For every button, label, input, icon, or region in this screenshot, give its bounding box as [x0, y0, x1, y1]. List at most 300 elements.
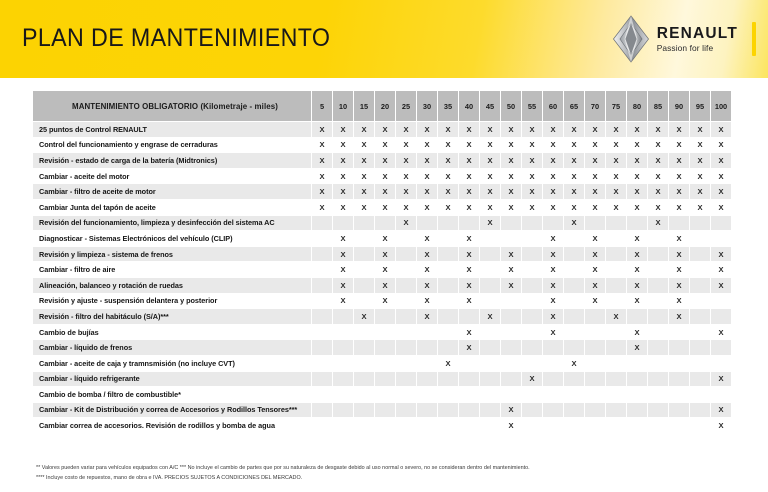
- service-mark-cell: [459, 356, 479, 371]
- service-mark-cell: [522, 231, 542, 246]
- service-mark-cell: X: [501, 200, 521, 215]
- service-mark-cell: X: [354, 138, 374, 153]
- service-mark-cell: X: [690, 122, 710, 137]
- service-mark-cell: [669, 372, 689, 387]
- column-header-km-60: 60: [543, 91, 563, 121]
- service-mark-cell: [669, 216, 689, 231]
- service-mark-cell: X: [522, 138, 542, 153]
- table-body: [33, 122, 744, 433]
- column-header-km-50: 50: [501, 91, 521, 121]
- service-mark-cell: X: [501, 138, 521, 153]
- footnotes: [36, 464, 719, 484]
- row-spacer: [732, 216, 744, 231]
- service-mark-cell: X: [375, 138, 395, 153]
- row-spacer: [732, 262, 744, 277]
- service-mark-cell: [438, 387, 458, 402]
- service-mark-cell: X: [585, 200, 605, 215]
- service-mark-cell: X: [543, 262, 563, 277]
- service-mark-cell: X: [480, 169, 500, 184]
- service-mark-cell: X: [627, 231, 647, 246]
- table-row: [33, 403, 744, 418]
- table-row: [33, 153, 744, 168]
- service-mark-cell: X: [606, 169, 626, 184]
- service-mark-cell: [522, 340, 542, 355]
- service-mark-cell: [417, 387, 437, 402]
- service-mark-cell: X: [669, 184, 689, 199]
- service-mark-cell: [333, 403, 353, 418]
- service-label: Revisión - filtro del habitáculo (S/A)***: [33, 309, 311, 324]
- service-mark-cell: X: [522, 200, 542, 215]
- service-mark-cell: [564, 325, 584, 340]
- service-mark-cell: [417, 325, 437, 340]
- service-mark-cell: [543, 387, 563, 402]
- table-header: [33, 91, 744, 121]
- service-mark-cell: X: [417, 122, 437, 137]
- service-mark-cell: [438, 418, 458, 433]
- service-mark-cell: [459, 372, 479, 387]
- maintenance-table-container: [0, 78, 768, 434]
- column-header-km-55: 55: [522, 91, 542, 121]
- row-spacer: [732, 200, 744, 215]
- table-row: [33, 184, 744, 199]
- service-mark-cell: [564, 294, 584, 309]
- service-mark-cell: [354, 262, 374, 277]
- service-mark-cell: X: [480, 184, 500, 199]
- brand-tagline: Passion for life: [656, 43, 714, 54]
- service-mark-cell: [543, 372, 563, 387]
- service-mark-cell: [690, 418, 710, 433]
- service-mark-cell: X: [333, 278, 353, 293]
- service-mark-cell: X: [648, 122, 668, 137]
- service-mark-cell: X: [312, 184, 332, 199]
- service-mark-cell: [501, 216, 521, 231]
- service-mark-cell: X: [375, 247, 395, 262]
- service-mark-cell: [438, 231, 458, 246]
- service-mark-cell: X: [375, 169, 395, 184]
- service-mark-cell: X: [585, 294, 605, 309]
- table-row: [33, 278, 744, 293]
- service-mark-cell: [564, 403, 584, 418]
- column-header-km-80: 80: [627, 91, 647, 121]
- service-mark-cell: [564, 247, 584, 262]
- service-mark-cell: [648, 231, 668, 246]
- service-mark-cell: X: [354, 309, 374, 324]
- service-mark-cell: [648, 387, 668, 402]
- service-mark-cell: X: [417, 138, 437, 153]
- service-mark-cell: [459, 418, 479, 433]
- service-mark-cell: [354, 418, 374, 433]
- service-mark-cell: [711, 216, 731, 231]
- service-mark-cell: [459, 216, 479, 231]
- service-mark-cell: X: [312, 138, 332, 153]
- service-mark-cell: [312, 356, 332, 371]
- service-mark-cell: [585, 309, 605, 324]
- service-mark-cell: X: [564, 122, 584, 137]
- service-mark-cell: X: [438, 153, 458, 168]
- service-mark-cell: [585, 340, 605, 355]
- service-mark-cell: [669, 387, 689, 402]
- service-mark-cell: X: [333, 231, 353, 246]
- service-label: Alineación, balanceo y rotación de ruedas: [33, 278, 311, 293]
- service-mark-cell: [648, 247, 668, 262]
- service-mark-cell: [438, 247, 458, 262]
- table-header-row: [33, 91, 744, 121]
- service-mark-cell: [501, 340, 521, 355]
- service-mark-cell: X: [627, 325, 647, 340]
- service-mark-cell: [396, 372, 416, 387]
- service-mark-cell: [522, 278, 542, 293]
- service-mark-cell: X: [396, 184, 416, 199]
- service-mark-cell: [690, 262, 710, 277]
- service-mark-cell: X: [396, 138, 416, 153]
- service-mark-cell: [417, 418, 437, 433]
- service-mark-cell: [480, 340, 500, 355]
- service-mark-cell: [690, 294, 710, 309]
- service-mark-cell: [690, 309, 710, 324]
- service-mark-cell: [312, 247, 332, 262]
- service-mark-cell: [690, 216, 710, 231]
- service-mark-cell: X: [459, 200, 479, 215]
- service-mark-cell: X: [669, 200, 689, 215]
- service-label: Cambiar - líquido refrigerante: [33, 372, 311, 387]
- service-mark-cell: [459, 387, 479, 402]
- service-mark-cell: X: [690, 200, 710, 215]
- service-mark-cell: [333, 340, 353, 355]
- table-row: [33, 138, 744, 153]
- service-mark-cell: [438, 294, 458, 309]
- column-header-km-85: 85: [648, 91, 668, 121]
- service-mark-cell: X: [396, 153, 416, 168]
- service-mark-cell: X: [648, 138, 668, 153]
- service-mark-cell: X: [417, 278, 437, 293]
- footnote-line-1: ** Valores pueden variar para vehículos equipados con A/C *** No incluye el cambio de partes que por su naturaleza de desgaste debido al uso normal o severo, no se consideran dentro del mantenimiento.: [36, 465, 530, 472]
- service-mark-cell: X: [606, 138, 626, 153]
- service-mark-cell: [690, 356, 710, 371]
- service-mark-cell: X: [459, 247, 479, 262]
- service-mark-cell: [375, 418, 395, 433]
- service-mark-cell: [564, 278, 584, 293]
- row-spacer: [732, 309, 744, 324]
- service-mark-cell: [648, 340, 668, 355]
- service-mark-cell: [354, 325, 374, 340]
- service-mark-cell: X: [459, 169, 479, 184]
- service-mark-cell: X: [396, 200, 416, 215]
- table-row: [33, 356, 744, 371]
- table-row: [33, 122, 744, 137]
- row-spacer: [732, 356, 744, 371]
- service-mark-cell: [627, 309, 647, 324]
- service-mark-cell: X: [522, 184, 542, 199]
- service-mark-cell: X: [354, 169, 374, 184]
- column-header-km-90: 90: [669, 91, 689, 121]
- service-mark-cell: [312, 340, 332, 355]
- service-mark-cell: [648, 262, 668, 277]
- service-mark-cell: X: [627, 278, 647, 293]
- service-mark-cell: [711, 340, 731, 355]
- service-mark-cell: X: [648, 184, 668, 199]
- service-mark-cell: X: [711, 122, 731, 137]
- service-mark-cell: X: [333, 294, 353, 309]
- service-mark-cell: [312, 325, 332, 340]
- service-mark-cell: [690, 278, 710, 293]
- row-spacer: [732, 231, 744, 246]
- service-mark-cell: [438, 325, 458, 340]
- service-label: Cambiar - aceite de caja y tramnsmisión (no incluye CVT): [33, 356, 311, 371]
- maintenance-table: [32, 90, 745, 434]
- service-mark-cell: X: [417, 262, 437, 277]
- column-header-km-5: 5: [312, 91, 332, 121]
- service-mark-cell: X: [543, 200, 563, 215]
- service-mark-cell: [606, 418, 626, 433]
- service-mark-cell: X: [375, 122, 395, 137]
- service-mark-cell: X: [711, 403, 731, 418]
- service-mark-cell: [690, 387, 710, 402]
- service-mark-cell: [606, 262, 626, 277]
- column-header-km-10: 10: [333, 91, 353, 121]
- service-mark-cell: [480, 403, 500, 418]
- service-mark-cell: [375, 325, 395, 340]
- column-header-km-40: 40: [459, 91, 479, 121]
- service-mark-cell: [669, 418, 689, 433]
- service-mark-cell: X: [543, 325, 563, 340]
- service-label: Cambiar - aceite del motor: [33, 169, 311, 184]
- service-mark-cell: X: [585, 153, 605, 168]
- service-label: Cambiar - Kit de Distribución y correa de Accesorios y Rodillos Tensores***: [33, 403, 311, 418]
- header-spacer: [732, 91, 744, 121]
- service-mark-cell: [501, 387, 521, 402]
- service-mark-cell: X: [417, 200, 437, 215]
- service-mark-cell: X: [606, 153, 626, 168]
- service-mark-cell: [480, 247, 500, 262]
- service-mark-cell: [375, 309, 395, 324]
- service-mark-cell: X: [375, 262, 395, 277]
- footnote-line-2: **** Incluye costo de repuestos, mano de obra e IVA. PRECIOS SUJETOS A CONDICIONES DEL MERCADO.: [36, 475, 303, 482]
- column-header-km-95: 95: [690, 91, 710, 121]
- service-mark-cell: X: [627, 153, 647, 168]
- service-mark-cell: X: [648, 216, 668, 231]
- service-mark-cell: X: [501, 262, 521, 277]
- service-mark-cell: X: [585, 247, 605, 262]
- service-mark-cell: X: [585, 122, 605, 137]
- service-mark-cell: X: [459, 278, 479, 293]
- service-mark-cell: X: [669, 278, 689, 293]
- service-mark-cell: X: [627, 340, 647, 355]
- service-mark-cell: [711, 387, 731, 402]
- service-mark-cell: [354, 387, 374, 402]
- service-mark-cell: X: [438, 122, 458, 137]
- column-header-km-45: 45: [480, 91, 500, 121]
- service-mark-cell: X: [459, 294, 479, 309]
- service-mark-cell: [375, 216, 395, 231]
- service-label: Diagnosticar - Sistemas Electrónicos del vehículo (CLIP): [33, 231, 311, 246]
- row-spacer: [732, 138, 744, 153]
- service-mark-cell: X: [480, 216, 500, 231]
- row-spacer: [732, 169, 744, 184]
- service-mark-cell: [690, 247, 710, 262]
- row-spacer: [732, 372, 744, 387]
- row-spacer: [732, 418, 744, 433]
- service-mark-cell: [564, 418, 584, 433]
- service-mark-cell: [396, 247, 416, 262]
- service-mark-cell: [396, 325, 416, 340]
- accent-bar: [752, 22, 756, 56]
- service-mark-cell: [354, 294, 374, 309]
- service-mark-cell: [312, 403, 332, 418]
- service-mark-cell: [585, 216, 605, 231]
- column-header-service: MANTENIMIENTO OBLIGATORIO (Kilometraje - miles): [33, 91, 311, 121]
- service-mark-cell: X: [627, 138, 647, 153]
- service-mark-cell: [312, 387, 332, 402]
- service-mark-cell: [669, 325, 689, 340]
- service-mark-cell: [564, 340, 584, 355]
- column-header-km-100: 100: [711, 91, 731, 121]
- service-mark-cell: [354, 216, 374, 231]
- service-mark-cell: [417, 403, 437, 418]
- service-mark-cell: [669, 340, 689, 355]
- service-mark-cell: [585, 356, 605, 371]
- service-mark-cell: [459, 309, 479, 324]
- service-mark-cell: X: [333, 122, 353, 137]
- service-mark-cell: [627, 356, 647, 371]
- service-mark-cell: X: [564, 216, 584, 231]
- service-mark-cell: [627, 418, 647, 433]
- service-mark-cell: X: [354, 184, 374, 199]
- service-mark-cell: X: [627, 262, 647, 277]
- service-mark-cell: [480, 262, 500, 277]
- service-mark-cell: [333, 325, 353, 340]
- service-mark-cell: X: [438, 169, 458, 184]
- service-mark-cell: X: [585, 138, 605, 153]
- service-mark-cell: X: [438, 200, 458, 215]
- service-mark-cell: X: [417, 169, 437, 184]
- row-spacer: [732, 122, 744, 137]
- service-mark-cell: X: [564, 184, 584, 199]
- column-header-km-70: 70: [585, 91, 605, 121]
- service-mark-cell: X: [669, 262, 689, 277]
- service-mark-cell: X: [585, 184, 605, 199]
- table-row: [33, 262, 744, 277]
- service-mark-cell: [543, 403, 563, 418]
- service-mark-cell: [333, 309, 353, 324]
- service-mark-cell: [417, 216, 437, 231]
- service-mark-cell: [606, 216, 626, 231]
- service-mark-cell: [648, 356, 668, 371]
- service-mark-cell: [606, 247, 626, 262]
- service-mark-cell: [312, 278, 332, 293]
- service-mark-cell: X: [354, 122, 374, 137]
- service-mark-cell: X: [459, 340, 479, 355]
- service-mark-cell: [312, 216, 332, 231]
- column-header-km-35: 35: [438, 91, 458, 121]
- service-label: Cambiar Junta del tapón de aceite: [33, 200, 311, 215]
- service-mark-cell: X: [543, 122, 563, 137]
- service-mark-cell: [480, 387, 500, 402]
- table-row: [33, 372, 744, 387]
- service-mark-cell: [459, 403, 479, 418]
- service-mark-cell: [522, 309, 542, 324]
- column-header-km-75: 75: [606, 91, 626, 121]
- service-mark-cell: [375, 372, 395, 387]
- renault-wordmark: [657, 26, 738, 53]
- service-mark-cell: X: [543, 231, 563, 246]
- service-mark-cell: [522, 247, 542, 262]
- service-mark-cell: X: [417, 153, 437, 168]
- service-mark-cell: [438, 278, 458, 293]
- service-mark-cell: [690, 403, 710, 418]
- renault-diamond-icon: [612, 15, 650, 63]
- service-mark-cell: X: [627, 200, 647, 215]
- row-spacer: [732, 278, 744, 293]
- service-mark-cell: [564, 231, 584, 246]
- service-mark-cell: X: [543, 138, 563, 153]
- service-mark-cell: X: [480, 122, 500, 137]
- service-mark-cell: X: [417, 247, 437, 262]
- service-mark-cell: X: [711, 372, 731, 387]
- row-spacer: [732, 387, 744, 402]
- service-mark-cell: X: [522, 169, 542, 184]
- service-mark-cell: X: [585, 231, 605, 246]
- row-spacer: [732, 294, 744, 309]
- service-mark-cell: [648, 325, 668, 340]
- service-mark-cell: X: [501, 184, 521, 199]
- service-mark-cell: X: [627, 184, 647, 199]
- service-mark-cell: [522, 387, 542, 402]
- row-spacer: [732, 340, 744, 355]
- page-header: [0, 0, 768, 78]
- service-mark-cell: X: [396, 122, 416, 137]
- service-mark-cell: [627, 216, 647, 231]
- service-mark-cell: X: [501, 169, 521, 184]
- service-mark-cell: [396, 262, 416, 277]
- service-mark-cell: [585, 372, 605, 387]
- service-mark-cell: X: [375, 231, 395, 246]
- service-mark-cell: X: [669, 309, 689, 324]
- service-mark-cell: X: [438, 138, 458, 153]
- row-spacer: [732, 247, 744, 262]
- service-mark-cell: X: [711, 278, 731, 293]
- service-mark-cell: X: [543, 153, 563, 168]
- service-mark-cell: X: [711, 200, 731, 215]
- service-mark-cell: X: [375, 184, 395, 199]
- service-mark-cell: X: [585, 278, 605, 293]
- row-spacer: [732, 153, 744, 168]
- service-label: Revisión del funcionamiento, limpieza y desinfección del sistema AC: [33, 216, 311, 231]
- service-mark-cell: X: [690, 169, 710, 184]
- service-mark-cell: [333, 356, 353, 371]
- service-mark-cell: X: [333, 262, 353, 277]
- service-mark-cell: [627, 372, 647, 387]
- service-mark-cell: X: [459, 153, 479, 168]
- service-mark-cell: X: [711, 184, 731, 199]
- service-mark-cell: [564, 372, 584, 387]
- table-row: [33, 200, 744, 215]
- service-mark-cell: [312, 372, 332, 387]
- service-mark-cell: X: [501, 403, 521, 418]
- service-mark-cell: [312, 231, 332, 246]
- service-mark-cell: [438, 403, 458, 418]
- service-mark-cell: [354, 403, 374, 418]
- service-mark-cell: [648, 418, 668, 433]
- service-label: Revisión y ajuste - suspensión delantera y posterior: [33, 294, 311, 309]
- service-mark-cell: X: [480, 153, 500, 168]
- table-row: [33, 247, 744, 262]
- service-mark-cell: [312, 294, 332, 309]
- service-mark-cell: [312, 262, 332, 277]
- column-header-km-65: 65: [564, 91, 584, 121]
- service-mark-cell: [648, 309, 668, 324]
- service-mark-cell: [438, 309, 458, 324]
- service-mark-cell: X: [333, 200, 353, 215]
